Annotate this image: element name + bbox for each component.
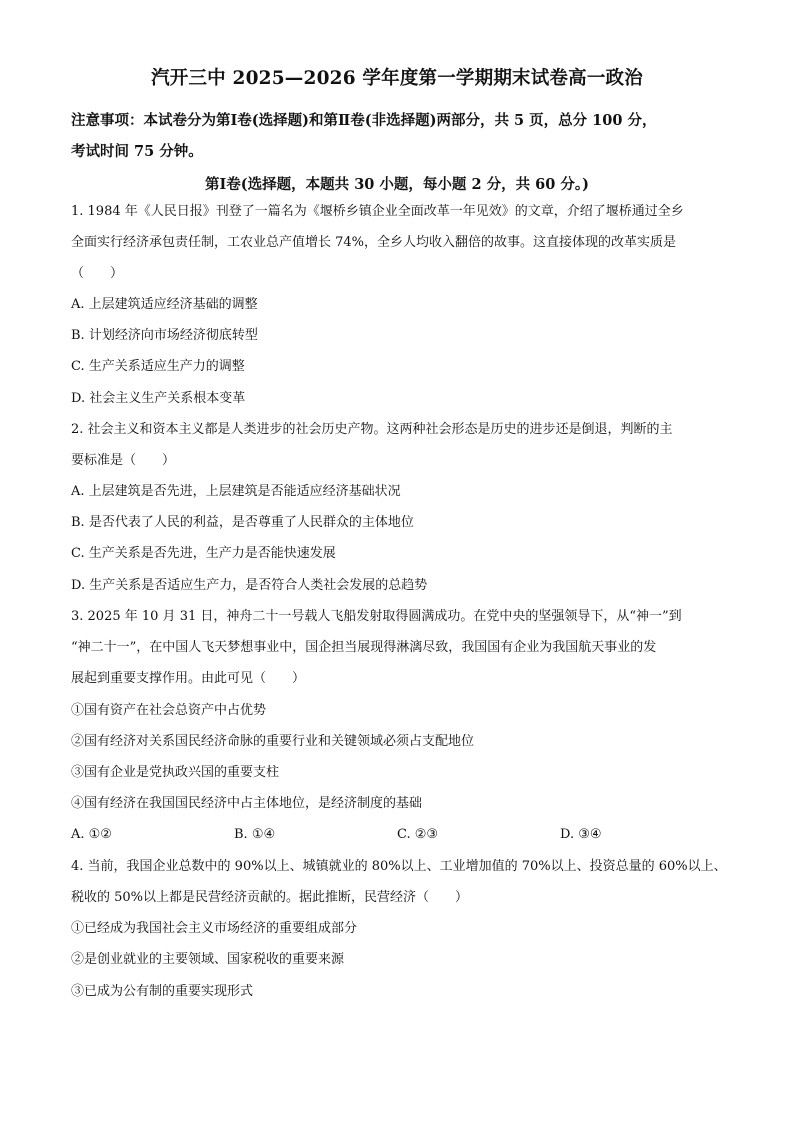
section-title: 第Ⅰ卷(选择题，本题共 30 小题，每小题 2 分，共 60 分。) — [205, 176, 589, 193]
exam-title: 汽开三中 2025—2026 学年度第一学期期末试卷高一政治 — [151, 68, 643, 89]
q2-stem-line-1: 2. 社会主义和资本主义都是人类进步的社会历史产物。这两种社会形态是历史的进步还是倒退，判断的主 — [71, 422, 673, 437]
q1-stem-line-3: （ ） — [71, 266, 124, 281]
q1-option-a: A. 上层建筑适应经济基础的调整 — [71, 297, 258, 312]
q1-option-b: B. 计划经济向市场经济彻底转型 — [71, 328, 258, 343]
q4-statement-2: ②是创业就业的主要领域、国家税收的重要来源 — [71, 952, 345, 967]
q3-stem-line-2: “神二十一”，在中国人飞天梦想事业中，国企担当展现得淋漓尽致，我国国有企业为我国航天事业的发 — [71, 640, 657, 655]
notice-line-1: 注意事项：本试卷分为第Ⅰ卷(选择题)和第Ⅱ卷(非选择题)两部分，共 5 页，总分 100 分， — [71, 112, 657, 129]
q3-statement-1: ①国有资产在社会总资产中占优势 — [71, 703, 267, 718]
q2-stem-line-2: 要标准是（ ） — [71, 453, 176, 468]
q3-stem-line-3: 展起到重要支撑作用。由此可见（ ） — [71, 671, 306, 686]
q3-option-a: A. ①② — [71, 827, 112, 842]
q2-option-b: B. 是否代表了人民的利益，是否尊重了人民群众的主体地位 — [71, 515, 414, 530]
q3-statement-3: ③国有企业是党执政兴国的重要支柱 — [71, 765, 280, 780]
q3-statement-4: ④国有经济在我国国民经济中占主体地位，是经济制度的基础 — [71, 796, 423, 811]
q3-option-d: D. ③④ — [560, 827, 602, 842]
q4-statement-1: ①已经成为我国社会主义市场经济的重要组成部分 — [71, 921, 358, 936]
q2-option-d: D. 生产关系是否适应生产力，是否符合人类社会发展的总趋势 — [71, 578, 428, 593]
q1-stem-line-2: 全面实行经济承包责任制，工农业总产值增长 74%，全乡人均收入翻倍的故事。这直接体现的改革实质是 — [71, 235, 677, 250]
q4-stem-line-2: 税收的 50%以上都是民营经济贡献的。据此推断，民营经济（ ） — [71, 890, 469, 905]
q1-stem-line-1: 1. 1984 年《人民日报》刊登了一篇名为《堰桥乡镇企业全面改革一年见效》的文章，介绍了堰桥通过全乡 — [71, 204, 684, 219]
notice-line-2: 考试时间 75 分钟。 — [71, 143, 203, 160]
q4-stem-line-1: 4. 当前，我国企业总数中的 90%以上、城镇就业的 80%以上、工业增加值的 70%以上、投资总量的 60%以上、 — [71, 859, 727, 874]
q2-option-a: A. 上层建筑是否先进，上层建筑是否能适应经济基础状况 — [71, 484, 401, 499]
q2-option-c: C. 生产关系是否先进，生产力是否能快速发展 — [71, 546, 336, 561]
q4-statement-3: ③已成为公有制的重要实现形式 — [71, 984, 254, 999]
q3-statement-2: ②国有经济对关系国民经济命脉的重要行业和关键领域必须占支配地位 — [71, 734, 475, 749]
q3-option-b: B. ①④ — [234, 827, 276, 842]
q1-option-c: C. 生产关系适应生产力的调整 — [71, 359, 245, 374]
q3-stem-line-1: 3. 2025 年 10 月 31 日，神舟二十一号载人飞船发射取得圆满成功。在党中央的坚强领导下，从“神一”到 — [71, 609, 682, 624]
q1-option-d: D. 社会主义生产关系根本变革 — [71, 391, 246, 406]
q3-option-c: C. ②③ — [397, 827, 439, 842]
